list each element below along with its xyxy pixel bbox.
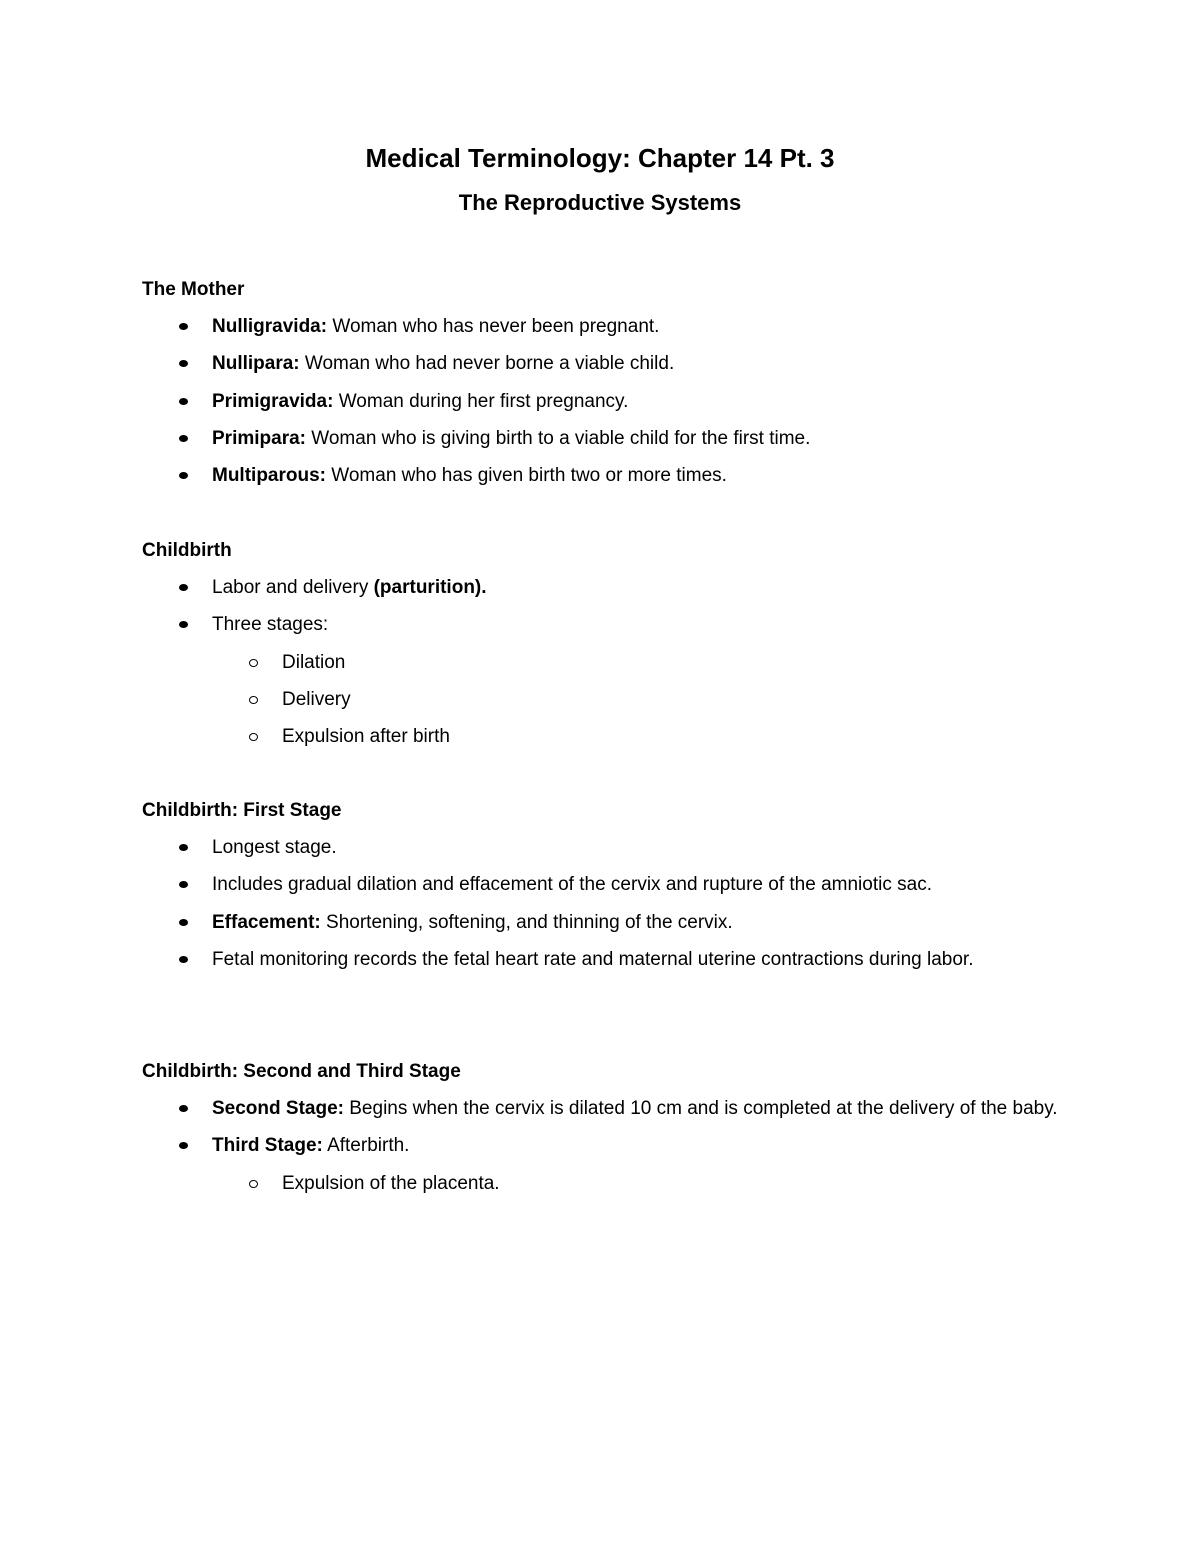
term-label: Effacement:: [212, 911, 321, 933]
document-subtitle: The Reproductive Systems: [458, 190, 742, 215]
term-label: Primigravida:: [212, 390, 334, 412]
term-definition: Afterbirth.: [322, 1135, 410, 1157]
list-item: [142, 606, 1082, 755]
bullet-list: [142, 829, 1082, 978]
list-item: Longest stage.: [142, 829, 1082, 866]
term-definition: Shortening, softening, and thinning of the cervix.: [320, 911, 733, 933]
section-heading: Childbirth: [142, 540, 232, 561]
document-title: Medical Terminology: Chapter 14 Pt. 3: [365, 143, 835, 173]
term-label: Nulligravida:: [212, 316, 328, 337]
term-label: Second Stage:: [212, 1098, 344, 1119]
sub-list-item: Dilation: [212, 644, 1082, 681]
list-item: [142, 383, 1082, 420]
term-definition: Woman who had never borne a viable child.: [299, 353, 675, 375]
section-the-mother: [142, 271, 1082, 494]
term-label: Third Stage:: [212, 1135, 323, 1157]
term-definition: Woman during her first pregnancy.: [333, 390, 629, 412]
term-definition: Begins when the cervix is dilated 10 cm and is completed at the delivery of the baby.: [343, 1098, 1058, 1119]
item-text: Labor and delivery: [212, 577, 374, 598]
list-item: Includes gradual dilation and effacement of the cervix and rupture of the amniotic sac.: [142, 866, 1082, 903]
item-text: Three stages:: [212, 614, 329, 636]
sub-list-item: Expulsion after birth: [212, 718, 1082, 755]
bullet-list: [142, 308, 1082, 494]
term-label: Multiparous:: [212, 465, 326, 487]
bullet-list: [142, 1090, 1082, 1202]
term-label: Nullipara:: [212, 353, 300, 375]
section-heading: Childbirth: Second and Third Stage: [142, 1061, 461, 1082]
bullet-list: [142, 569, 1082, 755]
section-childbirth: [142, 532, 1082, 755]
term-definition: Woman who has given birth two or more times.: [326, 465, 727, 487]
term-definition: Woman who has never been pregnant.: [327, 316, 660, 337]
sub-list-item: Delivery: [212, 681, 1082, 718]
sub-bullet-list: [212, 1165, 1082, 1202]
list-item: [142, 420, 1082, 457]
list-item: [142, 1127, 1082, 1202]
list-item: [142, 1090, 1082, 1127]
sub-bullet-list: [212, 644, 1082, 756]
list-item: [142, 904, 1082, 941]
list-item: [142, 308, 1082, 345]
term-label: (parturition).: [373, 577, 487, 598]
section-heading: The Mother: [142, 279, 245, 300]
sub-list-item: Expulsion of the placenta.: [212, 1165, 1082, 1202]
section-first-stage: [142, 792, 1082, 978]
list-item: [142, 457, 1082, 494]
section-heading: Childbirth: First Stage: [142, 800, 342, 821]
list-item: [142, 569, 1082, 606]
section-second-third-stage: [142, 1053, 1082, 1202]
list-item: [142, 345, 1082, 382]
term-definition: Woman who is giving birth to a viable child for the first time.: [305, 427, 811, 449]
list-item: Fetal monitoring records the fetal heart rate and maternal uterine contractions during labor.: [142, 941, 1082, 978]
term-label: Primipara:: [212, 427, 306, 449]
